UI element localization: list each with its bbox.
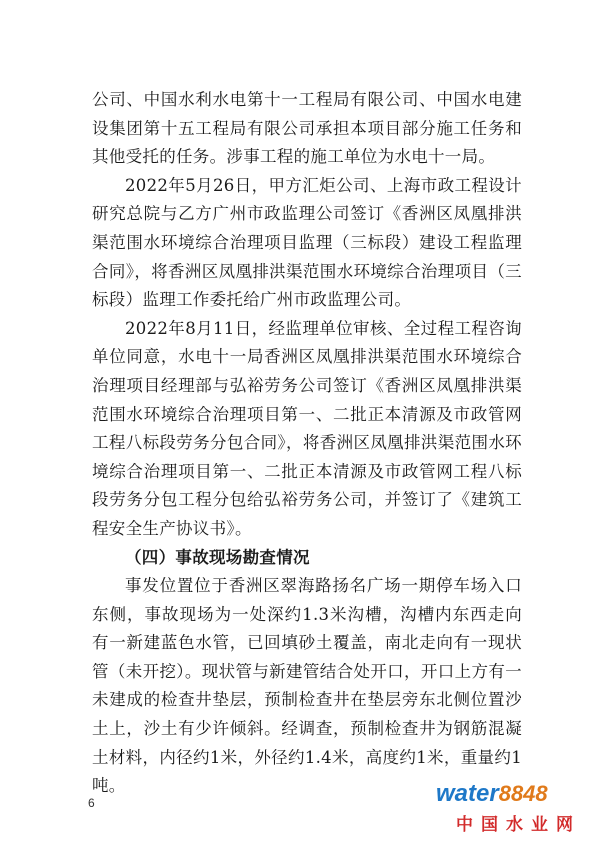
document-body — [92, 86, 522, 801]
page-number: 6 — [88, 796, 95, 810]
section-heading: （四）事故现场勘查情况 — [125, 547, 310, 567]
watermark-brand-word: water — [436, 780, 499, 807]
paragraph-labor-subcontract: 2022年8月11日，经监理单位审核、全过程工程咨询单位同意，水电十一局香洲区凤凰排洪渠范围水环境综合治理项目经理部与弘裕劳务公司签订《香洲区凤凰排洪渠范围水环境综合治理项目第一、二批正本清源及市政管网工程八标段劳务分包合同》，将香洲区凤凰排洪渠范围水环境综合治理项目第一、二批正本清源及市政管网工程八标段劳务分包工程分包给弘裕劳务公司，并签订了《建筑工程安全生产协议书》。 — [92, 318, 522, 538]
paragraph-supervision-contract: 2022年5月26日，甲方汇炬公司、上海市政工程设计研究总院与乙方广州市政监理公司签订《香洲区凤凰排洪渠范围水环境综合治理项目监理（三标段）建设工程监理合同》，将香洲区凤凰排洪渠范围水环境综合治理项目（三标段）监理工作委托给广州市政监理公司。 — [92, 175, 522, 310]
watermark-brand — [436, 780, 548, 808]
paragraph-continuation: 公司、中国水利水电第十一工程局有限公司、中国水电建设集团第十五工程局有限公司承担本项目部分施工任务和其他受托的任务。涉事工程的施工单位为水电十一局。 — [92, 90, 522, 167]
watermark-tagline: 中国水业网 — [456, 815, 581, 835]
paragraph-site-survey: 事发位置位于香洲区翠海路扬名广场一期停车场入口东侧，事故现场为一处深约1.3米沟槽，沟槽内东西走向有一新建蓝色水管，已回填砂土覆盖，南北走向有一现状管（未开挖）。现状管与新建管结合处开口，开口上方有一未建成的检查井垫层，预制检查井在垫层旁东北侧位置沙土上，沙土有少许倾斜。经调查，预制检查井为钢筋混凝土材料，内径约1米，外径约1.4米，高度约1米，重量约1吨。 — [92, 576, 522, 796]
watermark-brand-number: 8848 — [498, 781, 548, 806]
watermark-logo — [436, 780, 586, 840]
